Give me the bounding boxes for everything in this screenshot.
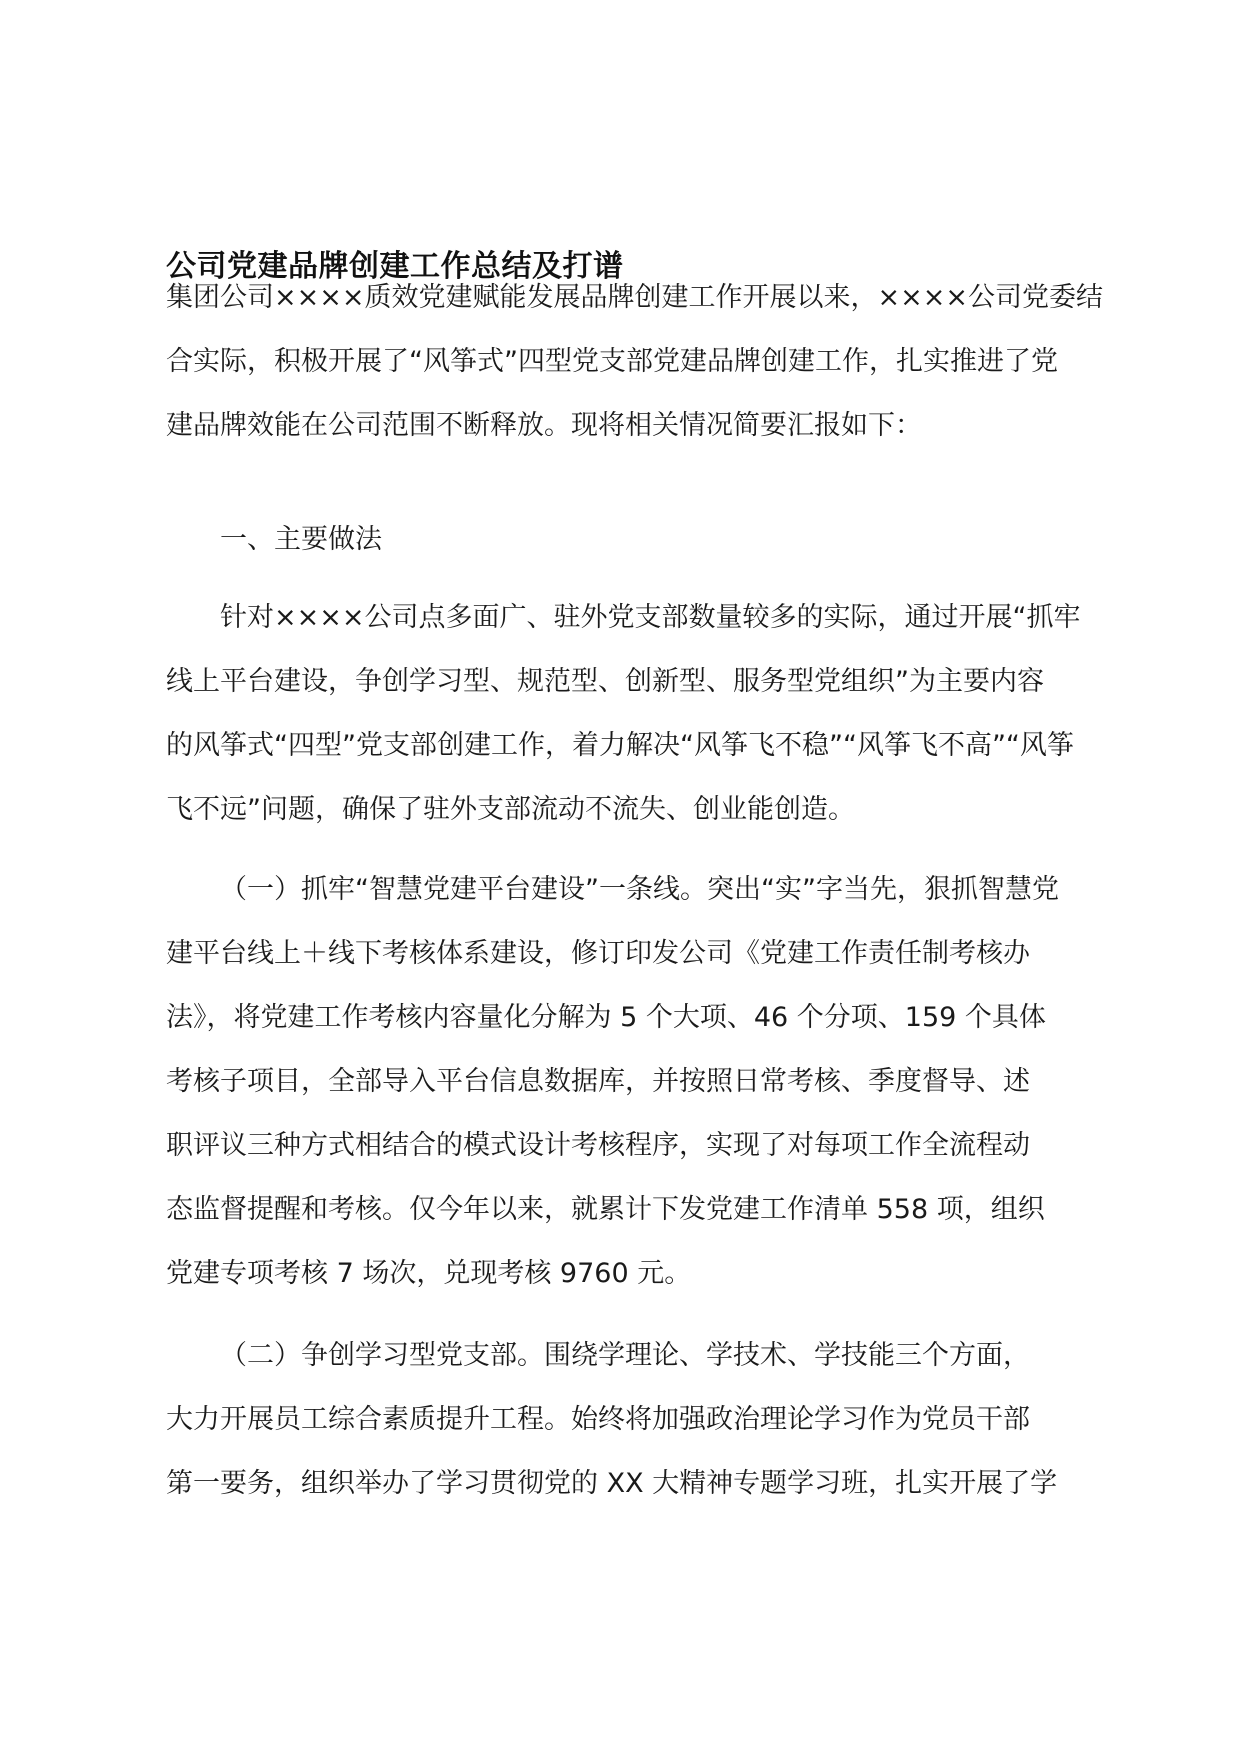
para2-line-2: 建平台线上＋线下考核体系建设，修订印发公司《党建工作责任制考核办 — [166, 938, 1030, 969]
para3-line-3: 第一要务，组织举办了学习贯彻党的 XX 大精神专题学习班，扎实开展了学 — [166, 1468, 1058, 1499]
para1-line-3: 的风筝式“四型”党支部创建工作，着力解决“风筝飞不稳”“风筝飞不高”“风筝 — [166, 730, 1074, 761]
section-heading — [166, 508, 1086, 572]
intro-line-2: 合实际，积极开展了“风筝式”四型党支部党建品牌创建工作，扎实推进了党 — [166, 346, 1058, 377]
intro-paragraph — [166, 266, 1103, 458]
para2-line-7: 党建专项考核 7 场次，兑现考核 9760 元。 — [166, 1258, 692, 1289]
para2-line-1: （一）抓牢“智慧党建平台建设”一条线。突出“实”字当先，狠抓智慧党 — [220, 874, 1059, 905]
document-title: 公司党建品牌创建工作总结及打谱 — [166, 249, 624, 284]
para1-line-4: 飞不远”问题，确保了驻外支部流动不流失、创业能创造。 — [166, 794, 855, 825]
para1-line-1: 针对××××公司点多面广、驻外党支部数量较多的实际，通过开展“抓牢 — [220, 602, 1081, 633]
intro-line-1: 集团公司××××质效党建赋能发展品牌创建工作开展以来，××××公司党委结 — [166, 282, 1103, 313]
paragraph-approach — [166, 586, 1086, 842]
para2-line-5: 职评议三种方式相结合的模式设计考核程序，实现了对每项工作全流程动 — [166, 1130, 1030, 1161]
para1-line-2: 线上平台建设，争创学习型、规范型、创新型、服务型党组织”为主要内容 — [166, 666, 1044, 697]
para2-line-3: 法》，将党建工作考核内容量化分解为 5 个大项、46 个分项、159 个具体 — [166, 1002, 1046, 1033]
paragraph-platform — [166, 858, 1086, 1306]
paragraph-learning — [166, 1324, 1086, 1516]
intro-line-3: 建品牌效能在公司范围不断释放。现将相关情况简要汇报如下： — [166, 410, 922, 441]
para2-line-6: 态监督提醒和考核。仅今年以来，就累计下发党建工作清单 558 项，组织 — [166, 1194, 1045, 1225]
section-heading-text: 一、主要做法 — [220, 524, 382, 555]
para3-line-2: 大力开展员工综合素质提升工程。始终将加强政治理论学习作为党员干部 — [166, 1404, 1030, 1435]
para3-line-1: （二）争创学习型党支部。围绕学理论、学技术、学技能三个方面， — [220, 1340, 1030, 1371]
para2-line-4: 考核子项目，全部导入平台信息数据库，并按照日常考核、季度督导、述 — [166, 1066, 1030, 1097]
